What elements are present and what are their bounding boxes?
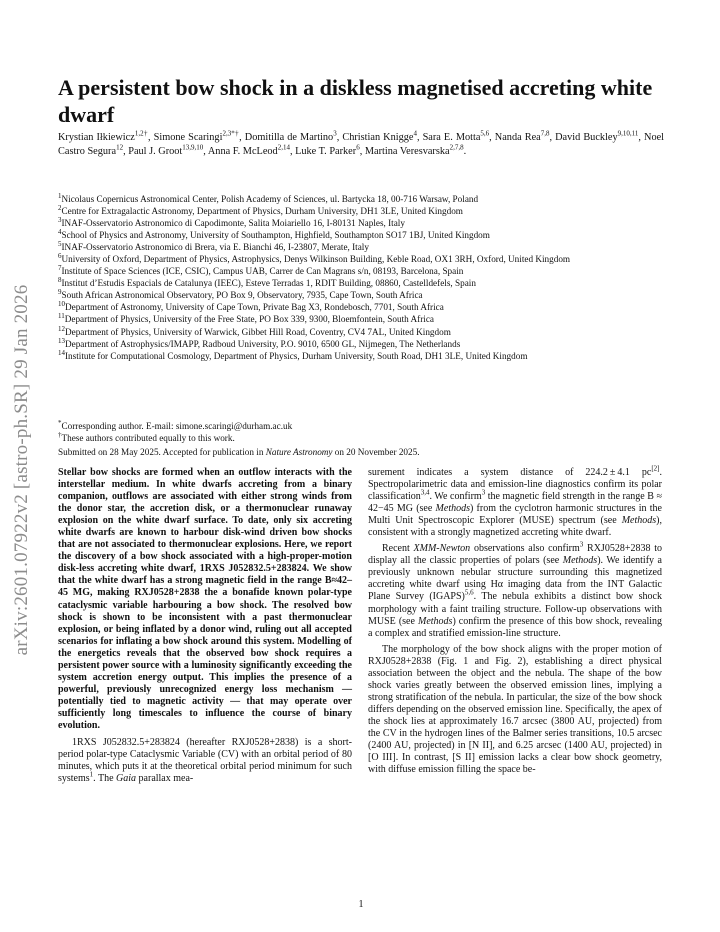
author-name: Christian Knigge$^4$ — [342, 129, 417, 143]
affiliation-item: $^9$South African Astronomical Observatory, PO Box 9, Observatory, 7935, Cape Town, South Africa — [58, 288, 423, 301]
affiliation-item: $^{14}$Institute for Computational Cosmology, Department of Physics, Durham University, South Road, DH1 3LE, United Kingdom — [58, 348, 528, 361]
author-name: Luke T. Parker$^6$ — [295, 143, 360, 157]
affiliation-item: $^{13}$Department of Astrophysics/IMAPP, Radboud University, P.O. 9010, 6500 GL, Nijmegen, The Netherlands — [58, 336, 461, 349]
affiliation-list — [58, 193, 664, 362]
intro-paragraph: 1RXS J052832.5+283824 (hereafter RXJ0528+2838) is a short-period polar-type Cataclysmic Variable (CV) with an orbital period of 80 minutes, which puts it at the theoretical orbital period minimum for such systems$^1$. The Gaia parallax mea- — [58, 737, 352, 785]
affiliation-item: $^2$Centre for Extragalactic Astronomy, Department of Physics, Durham University, DH1 3LE, United Kingdom — [58, 203, 463, 217]
footnotes — [58, 420, 664, 444]
corresponding-author-note: *Corresponding author. E-mail: simone.scaringi@durham.ac.uk — [58, 418, 293, 431]
body-paragraph-3: The morphology of the bow shock aligns with the proper motion of RXJ0528+2838 (Fig. 1 and Fig. 2), establishing a direct physical association between the object and the nebula. The shape of the bow shock varies greatly between the observed emission lines, implying a strong stratification of the nebula. In particular, the size of the bow shock differs depending on the observed emission line. Specifically, the apex of the shock lies at approximately 16.7 arcsec (3800 AU, projected) from the CV in the hydrogen lines of the Balmer series transitions, 10.5 arcsec (2400 AU, projected) in [N II], and 6.25 arcsec (1400 AU, projected) in [O III]. In contrast, [S II] emission lacks a clear bow shock geometry, with diffuse emission filling the space be- — [368, 643, 662, 776]
body-paragraph-2: Recent XMM-Newton observations also confirm$^3$ RXJ0528+2838 to display all the classic properties of polars (see Methods). We identify a previously unknown nebular structure surrounding this magnetized accreting white dwarf using Hα imaging data from the INT Galactic Plane Survey (IGAPS)$^{5,6}$. The nebula exhibits a distinct bow shock morphology with a faint trailing structure. Follow-up observations with MUSE (see Methods) confirm the presence of this bow shock, revealing a complex and stratified emission-line structure. — [368, 540, 663, 639]
submission-note: Submitted on 28 May 2025. Accepted for publication in Nature Astronomy on 20 November 2025. — [58, 447, 420, 457]
right-column — [368, 464, 663, 776]
affiliation-item: $^5$INAF-Osservatorio Astronomico di Brera, via E. Bianchi 46, I-23807, Merate, Italy — [58, 240, 369, 253]
abstract: Stellar bow shocks are formed when an outflow interacts with the interstellar medium. In white dwarfs accreting from a binary companion, outflows are associated with either strong winds from the donor star, the accretion disk, or a thermonuclear runaway explosion on the white dwarf surface. To date, only six accreting white dwarfs are known to harbour disk-wind driven bow shocks that are not associated to thermonuclear explosions. Here, we report the discovery of a bow shock associated with a high-proper-motion disk-less accreting white dwarf, 1RXS J052832.5+283824. We show that the white dwarf has a strong magnetic field in the range B≈42–45 MG, making RXJ0528+2838 the a bonafide known polar-type cataclysmic variable harbouring a bow shock. The resolved bow shock is shown to be inconsistent with a past thermonuclear explosion, or being inflated by a donor wind, ruling out all accepted scenarios for inflating a bow shock around this system. Modelling of the energetics reveals that the observed bow shock requires a persistent power source with a luminosity significantly exceeding the system accretion energy output. This implies the presence of a powerful, previously unrecognized energy loss mechanism — potentially tied to magnetic activity — that may operate over sufficiently long timescales to influence the course of binary evolution. — [58, 467, 352, 731]
body-paragraph-1: surement indicates a system distance of 224.2 ± 4.1 pc[2]. Spectropolarimetric data and emission-line diagnostics confirm its polar classification$^{3,4}$. We confirm$^3$ the magnetic field strength in the range B ≈ 42−45 MG (see Methods) from the cyclotron harmonic structures in the Multi Unit Spectroscopic Explorer (MUSE) spectrum (see Methods), consistent with a strongly magnetized accreting white dwarf. — [368, 464, 662, 539]
affiliation-item: $^{10}$Department of Astronomy, University of Cape Town, Private Bag X3, Rondebosch, 7701, South Africa — [58, 300, 444, 313]
paper-title: A persistent bow shock in a diskless magnetised accreting white dwarf — [58, 75, 653, 127]
author-name: Anna F. McLeod$^{2,14}$ — [207, 143, 290, 157]
left-column — [58, 467, 352, 785]
equal-contribution-note: †These authors contributed equally to this work. — [58, 430, 235, 444]
author-name: Domitilla de Martino$^3$ — [244, 129, 337, 143]
author-name: Krystian Iłkiewicz$^{1,2\dagger}$ — [58, 129, 148, 143]
author-name: Noel Castro Segura$^{12}$ — [58, 132, 665, 157]
author-name: Martina Veresvarska$^{2,7,8}$ — [364, 143, 464, 157]
affiliation-item: $^4$School of Physics and Astronomy, University of Southampton, Highfield, Southampton SO17 1BJ, United Kingdom — [58, 228, 490, 241]
arxiv-identifier-stamp: arXiv:2601.07922v2 [astro-ph.SR] 29 Jan 2026 — [11, 284, 32, 656]
author-name: David Buckley$^{9,10,11}$ — [555, 129, 639, 143]
page-number: 1 — [358, 899, 364, 910]
affiliation-item: $^8$Institut d’Estudis Espacials de Catalunya (IEEC), Esteve Terradas 1, RDIT Building, 08860, Castelldefels, Spain — [58, 276, 476, 289]
affiliation-item: $^6$University of Oxford, Department of Physics, Astrophysics, Denys Wilkinson Building, Keble Road, OX1 3RH, Oxford, United Kingdom — [58, 252, 571, 265]
author-name: Sara E. Motta$^{5,6}$ — [422, 129, 490, 143]
affiliation-item: $^7$Institute of Space Sciences (ICE, CSIC), Campus UAB, Carrer de Can Magrans s/n, 08193, Barcelona, Spain — [58, 264, 464, 277]
affiliation-item: $^{11}$Department of Physics, University of the Free State, PO Box 339, 9300, Bloemfontein, South Africa — [58, 312, 434, 325]
author-list: Krystian Iłkiewicz$^{1,2\dagger}$, Simone Scaringi$^{2,3*\dagger}$, Domitilla de Martino$^3$, Christian Knigge$^4$, Sara E. Motta$^{5,6}$, Nanda Rea$^{7,8}$, David Buckley$^{9,10,11}$, Noel Castro Segura$^{12}$, Paul J. Groot$^{13,9,10}$, Anna F. McLeod$^{2,14}$, Luke T. Parker$^6$, Martina Veresvarska$^{2,7,8}$. — [58, 129, 665, 157]
affiliation-item: $^1$Nicolaus Copernicus Astronomical Center, Polish Academy of Sciences, ul. Bartycka 18, 00-716 Warsaw, Poland — [58, 191, 479, 204]
author-name: Simone Scaringi$^{2,3*\dagger}$ — [153, 129, 240, 143]
affiliation-item: $^{12}$Department of Physics, University of Warwick, Gibbet Hill Road, Coventry, CV4 7AL, United Kingdom — [58, 324, 451, 337]
author-name: Paul J. Groot$^{13,9,10}$ — [128, 143, 204, 157]
author-name: Nanda Rea$^{7,8}$ — [494, 129, 550, 143]
affiliation-item: $^3$INAF-Osservatorio Astronomico di Capodimonte, Salita Moiariello 16, I-80131 Naples, Italy — [58, 216, 405, 229]
